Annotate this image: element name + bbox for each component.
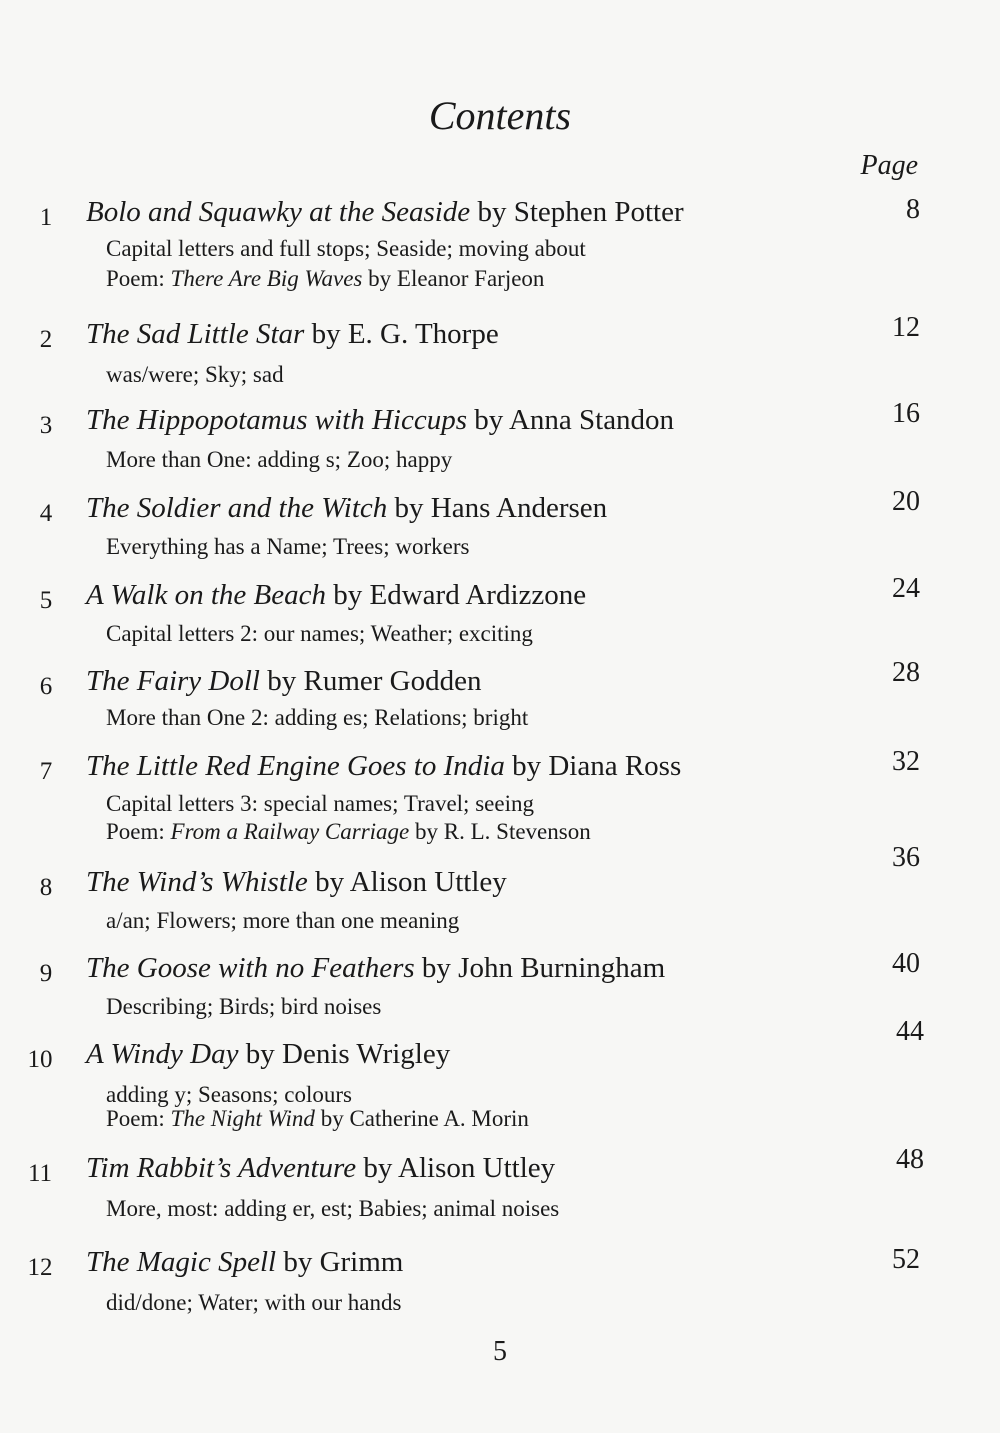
poem-author: R. L. Stevenson (443, 819, 591, 844)
chapter-line (86, 1246, 403, 1279)
chapter-title: The Little Red Engine Goes to India (86, 750, 505, 782)
poem-line (106, 1106, 529, 1132)
chapter-author: Diana Ross (548, 750, 682, 782)
page-number: 20 (892, 486, 920, 517)
chapter-title: Tim Rabbit’s Adventure (86, 1152, 357, 1184)
chapter-topics: Describing; Birds; bird noises (106, 994, 382, 1019)
chapter-author: Denis Wrigley (282, 1038, 451, 1070)
chapter-topics: a/an; Flowers; more than one meaning (106, 908, 460, 933)
by-word: by (315, 866, 345, 898)
poem-title: There Are Big Waves (170, 266, 363, 291)
chapter-author: Grimm (319, 1246, 404, 1278)
poem-label: Poem: (106, 819, 165, 844)
chapter-title: The Goose with no Feathers (86, 952, 415, 984)
page-folio: 5 (493, 1336, 507, 1367)
page-number: 8 (906, 194, 920, 225)
poem-line (106, 266, 544, 292)
chapter-line (86, 318, 499, 351)
by-word: by (421, 952, 451, 984)
chapter-topics: did/done; Water; with our hands (106, 1290, 402, 1315)
chapter-line (86, 579, 586, 612)
page-number: 36 (892, 842, 920, 873)
by-word: by (311, 318, 341, 350)
chapter-line (86, 952, 665, 985)
page-number: 44 (896, 1016, 924, 1047)
by-word: by (267, 665, 297, 697)
by-word: by (368, 266, 392, 291)
by-word: by (333, 579, 363, 611)
chapter-line (86, 492, 607, 525)
by-word: by (477, 196, 507, 228)
poem-title: The Night Wind (170, 1106, 315, 1131)
chapter-number: 10 (27, 1046, 53, 1073)
chapter-number: 8 (39, 874, 53, 901)
chapter-title: The Soldier and the Witch (86, 492, 388, 524)
page-title: Contents (428, 93, 572, 138)
chapter-author: Alison Uttley (398, 1152, 556, 1184)
page-column-heading: Page (860, 150, 918, 181)
chapter-line (86, 1038, 450, 1071)
by-word: by (363, 1152, 393, 1184)
page-number: 16 (892, 398, 920, 429)
page-number: 48 (896, 1144, 924, 1175)
chapter-number: 5 (39, 587, 53, 614)
chapter-title: Bolo and Squawky at the Seaside (86, 196, 471, 228)
page-number: 32 (892, 746, 920, 777)
chapter-author: Hans Andersen (430, 492, 608, 524)
chapter-topics: adding y; Seasons; colours (106, 1082, 352, 1107)
chapter-author: Anna Standon (508, 404, 675, 436)
chapter-title: The Hippopotamus with Hiccups (86, 404, 468, 436)
poem-line (106, 819, 591, 845)
chapter-title: The Fairy Doll (86, 665, 260, 697)
chapter-title: The Wind’s Whistle (86, 866, 308, 898)
by-word: by (394, 492, 424, 524)
chapter-line (86, 196, 684, 229)
chapter-number: 1 (39, 204, 53, 231)
chapter-number: 4 (39, 500, 53, 527)
by-word: by (283, 1246, 313, 1278)
chapter-author: Rumer Godden (303, 665, 482, 697)
page-number: 24 (892, 573, 920, 604)
chapter-topics: Everything has a Name; Trees; workers (106, 534, 470, 559)
chapter-title: The Sad Little Star (86, 318, 305, 350)
chapter-title: A Walk on the Beach (86, 579, 327, 611)
chapter-author: John Burningham (458, 952, 666, 984)
chapter-topics: Capital letters and full stops; Seaside; moving about (106, 236, 586, 261)
by-word: by (415, 819, 439, 844)
poem-label: Poem: (106, 266, 165, 291)
poem-label: Poem: (106, 1106, 165, 1131)
by-word: by (245, 1038, 275, 1070)
chapter-number: 9 (39, 960, 53, 987)
chapter-author: Stephen Potter (513, 196, 684, 228)
poem-author: Eleanor Farjeon (396, 266, 545, 291)
chapter-topics: More than One: adding s; Zoo; happy (106, 447, 453, 472)
chapter-number: 11 (27, 1160, 53, 1187)
chapter-number: 12 (27, 1254, 53, 1281)
chapter-topics: More, most: adding er, est; Babies; animal noises (106, 1196, 560, 1221)
chapter-title: The Magic Spell (86, 1246, 277, 1278)
by-word: by (512, 750, 542, 782)
by-word: by (320, 1106, 344, 1131)
poem-author: Catherine A. Morin (349, 1106, 529, 1131)
chapter-line (86, 750, 681, 783)
chapter-number: 6 (39, 673, 53, 700)
chapter-author: Edward Ardizzone (369, 579, 587, 611)
chapter-topics: Capital letters 2: our names; Weather; exciting (106, 621, 533, 646)
chapter-author: Alison Uttley (349, 866, 507, 898)
chapter-topics: More than One 2: adding es; Relations; bright (106, 705, 529, 730)
page-number: 52 (892, 1244, 920, 1275)
chapter-line (86, 665, 482, 698)
chapter-number: 2 (39, 326, 53, 353)
chapter-title: A Windy Day (86, 1038, 239, 1070)
chapter-number: 3 (39, 412, 53, 439)
chapter-topics: was/were; Sky; sad (106, 362, 284, 387)
chapter-line (86, 866, 507, 899)
chapter-line (86, 1152, 555, 1185)
page-number: 40 (892, 948, 920, 979)
chapter-number: 7 (39, 758, 53, 785)
by-word: by (474, 404, 504, 436)
chapter-line (86, 404, 674, 437)
poem-title: From a Railway Carriage (170, 819, 410, 844)
chapter-author: E. G. Thorpe (347, 318, 499, 350)
chapter-topics: Capital letters 3: special names; Travel; seeing (106, 791, 534, 816)
page-number: 12 (892, 312, 920, 343)
page-number: 28 (892, 657, 920, 688)
